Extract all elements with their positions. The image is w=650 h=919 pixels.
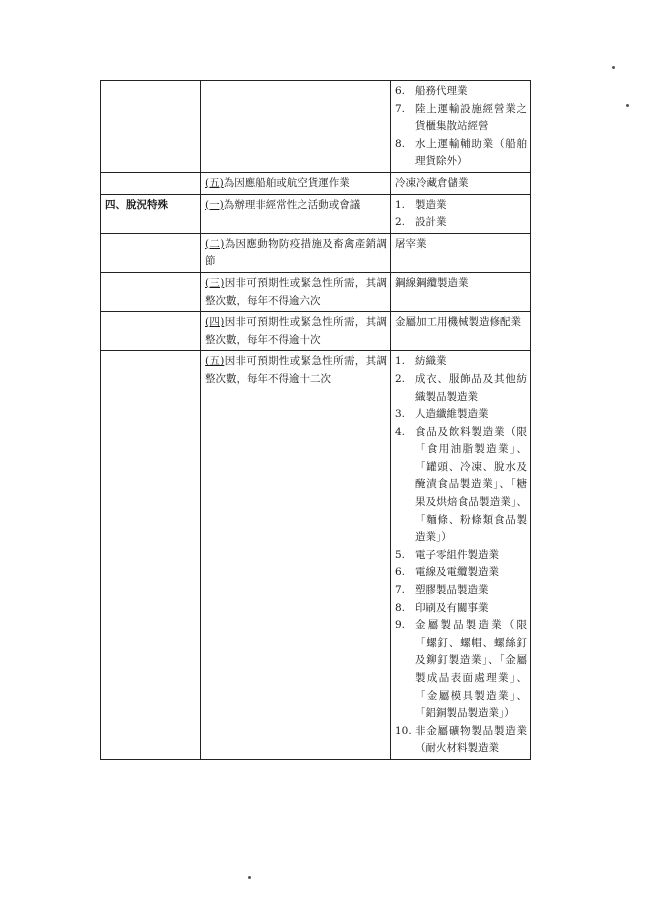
condition-number: (四)	[205, 316, 225, 329]
category-cell	[101, 81, 201, 173]
industry-item-number: 6.	[395, 85, 406, 97]
industry-item	[395, 197, 527, 215]
table-row	[101, 172, 531, 194]
table-row	[101, 81, 531, 173]
industry-item	[395, 564, 527, 582]
category-cell	[101, 272, 201, 311]
condition-text: 為因應動物防疫措施及畜禽產銷調節	[205, 237, 387, 268]
industry-item	[395, 371, 527, 406]
industry-item	[395, 582, 527, 600]
industry-cell	[391, 351, 531, 760]
table-row	[101, 194, 531, 233]
industry-item-number: 7.	[395, 102, 406, 115]
scan-speck	[248, 876, 251, 879]
condition-cell	[201, 81, 391, 173]
condition-number: (三)	[205, 276, 225, 289]
industry-item-number: 3.	[395, 408, 406, 421]
industry-item-number: 1.	[395, 198, 406, 211]
industry-cell	[391, 172, 531, 194]
industry-item	[395, 275, 527, 293]
industry-item-number: 10.	[395, 724, 412, 737]
industry-item-text: 水上運輸輔助業（船舶理貨除外）	[415, 137, 527, 168]
industry-item-text: 金屬製品製造業（限「螺釘、螺帽、螺絲釘及鉚釘製造業」、「金屬製成品表面處理業」、「金屬模具製造業」、「鋁銅製品製造業」）	[415, 619, 527, 720]
category-cell	[101, 312, 201, 351]
condition-number: (一)	[205, 198, 224, 211]
industry-item-text: 塑膠製品製造業	[415, 584, 489, 597]
industry-item-text: 非金屬礦物製品製造業（耐火材料製造業	[415, 724, 527, 755]
industry-item-text: 金屬加工用機械製造修配業	[395, 316, 521, 329]
industry-item-number: 6.	[395, 566, 406, 579]
industry-item-number: 5.	[395, 548, 406, 561]
category-cell	[101, 233, 201, 272]
condition-text: 因非可預期性或緊急性所需，其調整次數，每年不得逾十二次	[205, 355, 387, 385]
category-cell	[101, 172, 201, 194]
table-row	[101, 233, 531, 272]
industry-item	[395, 353, 527, 371]
industry-item-number: 9.	[395, 619, 406, 632]
condition-cell	[201, 312, 391, 351]
scan-speck	[612, 66, 615, 69]
industry-item-text: 設計業	[415, 216, 447, 229]
industry-item-text: 食品及飲料製造業（限「食用油脂製造業」、「罐頭、冷凍、脫水及醃漬食品製造業」、「糖果及烘焙食品製造業」、「麵條、粉條類食品製造業」）	[415, 425, 527, 544]
condition-text: 為辦理非經常性之活動或會議	[223, 198, 361, 211]
industry-cell	[391, 312, 531, 351]
industry-item	[395, 314, 527, 332]
industry-item-text: 船務代理業	[415, 85, 468, 97]
industry-item-number: 8.	[395, 601, 406, 614]
condition-cell	[201, 351, 391, 760]
industry-item-number: 2.	[395, 372, 406, 385]
table-row	[101, 272, 531, 311]
industry-item-number: 7.	[395, 584, 406, 597]
category-cell	[101, 351, 201, 760]
industry-item-text: 成衣、服飾品及其他紡織製品製造業	[415, 372, 527, 403]
industry-item-text: 電線及電纜製造業	[415, 566, 499, 579]
industry-item-text: 紡織業	[415, 355, 447, 368]
industry-cell	[391, 233, 531, 272]
industry-item-text: 製造業	[415, 198, 447, 211]
industry-item	[395, 101, 527, 136]
table-row	[101, 312, 531, 351]
industry-item-number: 1.	[395, 355, 406, 368]
industry-item-number: 4.	[395, 425, 406, 438]
industry-item-text: 陸上運輸設施經營業之貨櫃集散站經營	[415, 102, 527, 133]
industry-item-text: 人造纖維製造業	[415, 408, 489, 421]
scan-speck	[626, 104, 629, 107]
industry-item	[395, 406, 527, 424]
industry-cell	[391, 194, 531, 233]
industry-item	[395, 214, 527, 232]
industry-item-text: 電子零組件製造業	[415, 548, 499, 561]
condition-cell	[201, 172, 391, 194]
industry-item-text: 屠宰業	[395, 237, 427, 250]
industry-item-text: 印刷及有關事業	[415, 601, 489, 614]
industry-item	[395, 547, 527, 565]
industry-item-text: 鋼線鋼纜製造業	[395, 276, 469, 289]
table-row	[101, 351, 531, 760]
industry-item	[395, 136, 527, 171]
working-hours-table	[100, 80, 531, 760]
industry-item-text: 冷凍冷藏倉儲業	[395, 176, 469, 189]
industry-item	[395, 175, 527, 193]
industry-cell	[391, 272, 531, 311]
industry-item	[395, 236, 527, 254]
condition-text: 為因應船舶或航空貨運作業	[223, 176, 350, 189]
industry-cell	[391, 81, 531, 173]
condition-cell	[201, 233, 391, 272]
industry-item	[395, 723, 527, 758]
condition-text: 因非可預期性或緊急性所需，其調整次數，每年不得逾十次	[205, 316, 387, 346]
condition-number: (二)	[205, 237, 225, 250]
condition-text: 因非可預期性或緊急性所需，其調整次數，每年不得逾六次	[205, 276, 387, 307]
condition-number: (五)	[205, 355, 225, 368]
industry-item-number: 8.	[395, 137, 406, 150]
industry-item-number: 2.	[395, 216, 406, 229]
condition-cell	[201, 194, 391, 233]
condition-number: (五)	[205, 176, 224, 189]
industry-item	[395, 83, 527, 101]
condition-cell	[201, 272, 391, 311]
industry-item	[395, 600, 527, 618]
industry-item	[395, 617, 527, 723]
category-cell: 四、脫況特殊	[101, 194, 201, 233]
industry-item	[395, 424, 527, 547]
